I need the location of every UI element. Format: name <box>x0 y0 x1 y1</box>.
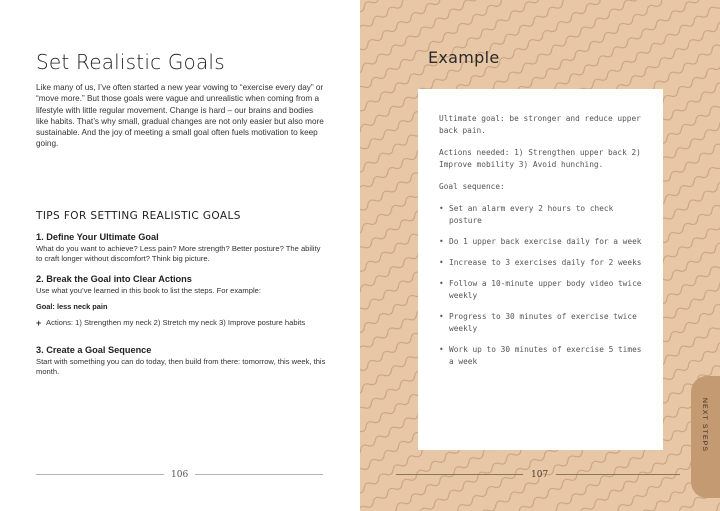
actions-needed-text: Actions needed: 1) Strengthen upper back 2) Improve mobility 3) Avoid hunching. <box>439 148 641 169</box>
actions-text: Actions: 1) Strengthen my neck 2) Stretch my neck 3) Improve posture habits <box>46 318 306 328</box>
bullet-icon: • <box>439 258 444 267</box>
tip-3-body: Start with something you can do today, then build from there: tomorrow, this week, this month. <box>36 357 326 377</box>
sequence-item <box>439 344 649 368</box>
sequence-item <box>439 311 649 335</box>
footer-rule-left <box>36 474 164 475</box>
bullet-icon: • <box>439 279 444 288</box>
tip-2-heading: 2. Break the Goal into Clear Actions <box>36 274 192 284</box>
ultimate-goal-text: Ultimate goal: be stronger and reduce upper back pain. <box>439 114 641 135</box>
sequence-item <box>439 203 649 227</box>
goal-example-label: Goal: less neck pain <box>36 302 108 312</box>
tips-heading: TIPS FOR SETTING REALISTIC GOALS <box>36 210 241 222</box>
tip-section-3 <box>36 345 326 377</box>
sequence-item-text: Follow a 10-minute upper body video twice weekly <box>449 279 642 300</box>
sequence-item <box>439 257 649 269</box>
sequence-item <box>439 278 649 302</box>
footer-rule-right-right-page <box>556 474 680 475</box>
page-number-right: 107 <box>531 470 549 480</box>
sequence-item-text: Do 1 upper back exercise daily for a week <box>449 237 642 246</box>
tip-3-heading: 3. Create a Goal Sequence <box>36 345 152 355</box>
sequence-item <box>439 236 649 248</box>
example-card <box>418 89 663 450</box>
sequence-item-text: Work up to 30 minutes of exercise 5 times a week <box>449 345 642 366</box>
tip-section-1 <box>36 232 326 264</box>
footer-rule-right <box>195 474 323 475</box>
goal-sequence-label: Goal sequence: <box>439 182 505 191</box>
tip-1-body: What do you want to achieve? Less pain? More strength? Better posture? The ability to craft longer without discomfort? Think big picture. <box>36 244 321 264</box>
bullet-icon: • <box>439 345 444 354</box>
plus-icon: + <box>36 318 42 329</box>
bullet-icon: • <box>439 204 444 213</box>
next-steps-tab-label: NEXT STEPS <box>701 398 708 453</box>
sequence-item-text: Increase to 3 exercises daily for 2 weeks <box>449 258 642 267</box>
page-title: Set Realistic Goals <box>36 50 225 74</box>
example-heading: Example <box>428 48 500 67</box>
tip-2-body: Use what you’ve learned in this book to list the steps. For example: <box>36 286 261 295</box>
tip-1-heading: 1. Define Your Ultimate Goal <box>36 232 159 242</box>
bullet-icon: • <box>439 312 444 321</box>
sequence-item-text: Progress to 30 minutes of exercise twice weekly <box>449 312 637 333</box>
bullet-icon: • <box>439 237 444 246</box>
intro-paragraph: Like many of us, I’ve often started a new year vowing to “exercise every day” or “move more.” But those goals were vague and unrealistic when coming from a lifestyle with little regular movement. Change is hard – our brains and bodies like habits. That’s why small, gradual changes are not only easier but also more sustainable. And the joy of meeting a small goal often fuels motivation to keep going. <box>36 83 324 149</box>
page-number-left: 106 <box>171 470 189 480</box>
tip-section-2 <box>36 274 326 328</box>
sequence-item-text: Set an alarm every 2 hours to check posture <box>449 204 614 225</box>
footer-rule-left-right-page <box>396 474 523 475</box>
actions-bullet <box>36 318 326 328</box>
